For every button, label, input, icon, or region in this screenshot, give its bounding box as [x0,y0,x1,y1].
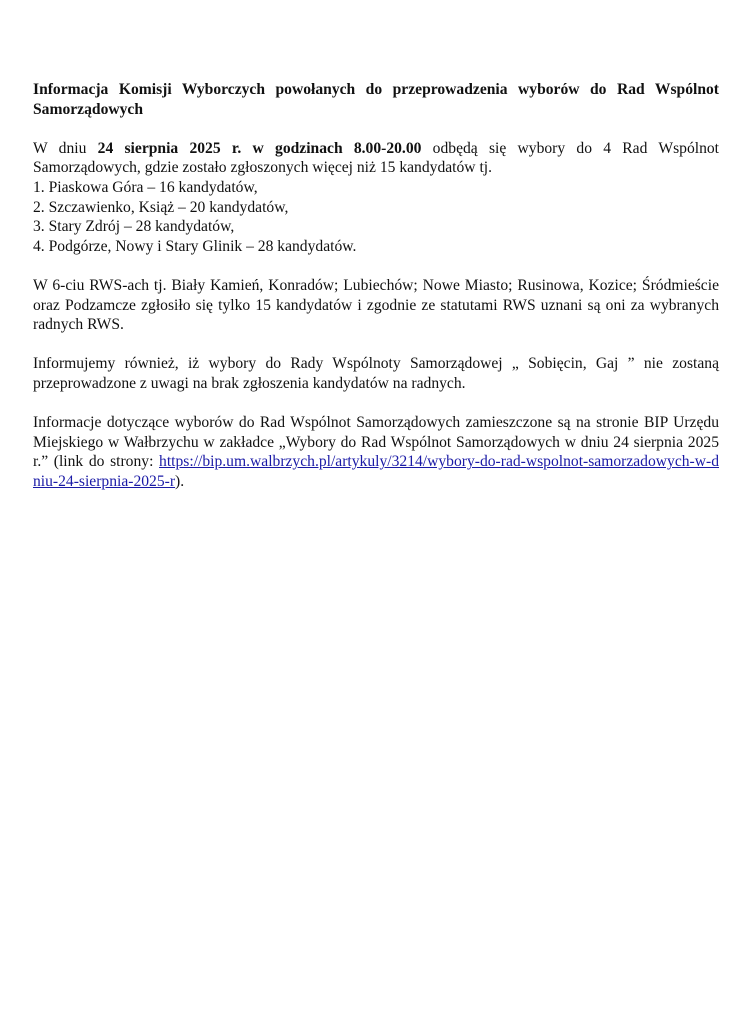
candidates-list [33,178,719,256]
intro-text-2 [241,140,252,157]
election-date: 24 sierpnia 2025 r. [97,139,242,157]
voting-hours: w godzinach 8.00-20.00 [252,139,422,157]
bip-text-2: ). [175,472,185,490]
intro-text-3: odbędą się wybory do 4 Rad Wspólnot Samorządowych, gdzie zostało zgłoszonych więcej niż 15 kandydatów tj. [33,139,719,177]
bip-info-paragraph [33,413,719,491]
document-page [33,80,719,511]
list-item: 2. Szczawienko, Książ – 20 kandydatów, [33,198,289,216]
list-item: 3. Stary Zdrój – 28 kandydatów, [33,218,235,236]
list-item: 1. Piaskowa Góra – 16 kandydatów, [33,178,258,196]
rws-elected-paragraph: W 6-ciu RWS-ach tj. Biały Kamień, Konradów; Lubiechów; Nowe Miasto; Rusinowa, Kozice; Śródmieście oraz Podzamcze zgłosiło się tylko 15 kandydatów i zgodnie ze statutami RWS uznani są oni za wybranych radnych RWS. [33,276,719,334]
intro-text-1: W dniu [33,139,98,157]
document-title: Informacja Komisji Wyborczych powołanych do przeprowadzenia wyborów do Rad Wspólnot Samorządowych [33,81,719,118]
bip-link[interactable]: https://bip.um.walbrzych.pl/artykuly/3214/wybory-do-rad-wspolnot-samorzadowych-w-dniu-24-sierpnia-2025-r [33,453,719,490]
intro-paragraph [33,139,719,178]
bip-text-1: Informacje dotyczące wyborów do Rad Wspólnot Samorządowych zamieszczone są na stronie BIP Urzędu Miejskiego w Wałbrzychu w zakładce „Wybory do Rad Wspólnot Samorządowych w dniu 24 sierpnia 2025 r.” (link do strony: [33,414,719,471]
list-item: 4. Podgórze, Nowy i Stary Glinik – 28 kandydatów. [33,237,357,255]
no-election-paragraph: Informujemy również, iż wybory do Rady Wspólnoty Samorządowej „ Sobięcin, Gaj ” nie zostaną przeprowadzone z uwagi na brak zgłoszenia kandydatów na radnych. [33,355,719,392]
